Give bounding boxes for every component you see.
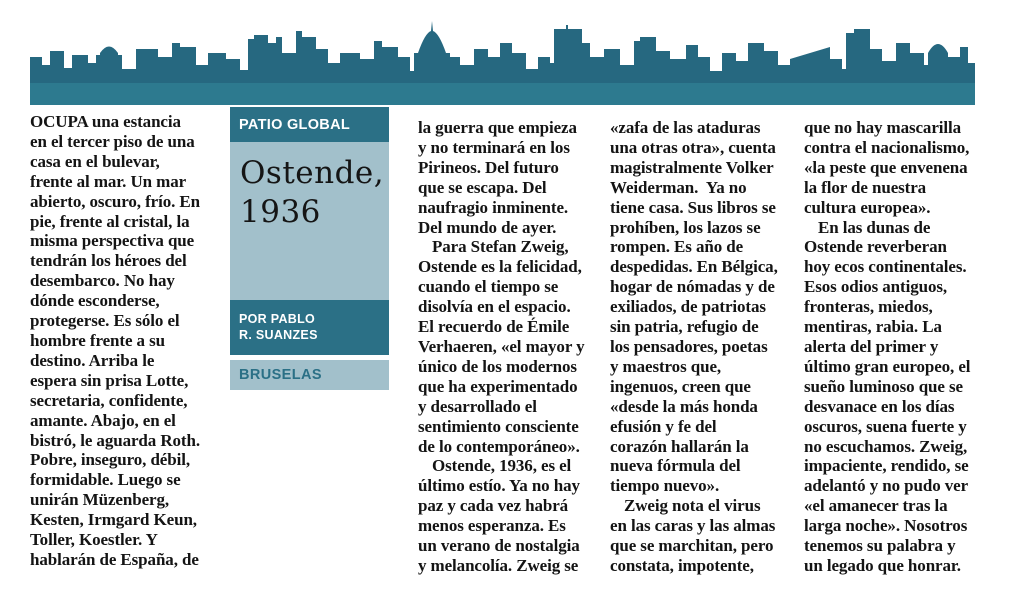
article-text-line: prohíben, los lazos se [610,217,761,237]
article-text-line: la guerra que empieza [418,118,577,137]
article-text-line: que no hay mascarilla [804,118,962,137]
article-text-line: Zweig nota el virus [624,496,761,516]
article-text-line: Ostende es la felicidad, [418,257,582,277]
article-text-line: Weiderman. Ya no [610,177,747,197]
city-skyline-graphic [30,13,975,105]
article-text-line: disolvía en el espacio. [418,297,571,317]
article-text-line: último gran europeo, el [804,356,971,376]
article-text-line: hablarán de España, de [30,549,199,569]
article-text-line: y desarrollado el [418,396,537,416]
article-text-line: tendrán los héroes del [30,251,187,271]
article-text-line: sueño luminoso que se [804,376,963,396]
article-text-line: exiliados, de patriotas [610,297,766,317]
article-column-4 [804,118,994,576]
article-text-line: corazón hallarán la [610,436,749,456]
article-text-line: Para Stefan Zweig, [432,237,569,257]
article-text-line: formidable. Luego se [30,470,181,490]
article-text-line: pie, frente al cristal, la [30,211,190,231]
article-text-line: en el tercer piso de una [30,131,195,151]
article-text-line: Ostende, 1936, es el [432,456,572,476]
article-text-line: desembarco. No hay [30,271,175,291]
section-kicker: PATIO GLOBAL [230,107,389,142]
article-text-line: mentiras, rabia. La [804,317,942,337]
article-text-line: «el amanecer tras la [804,496,948,516]
article-text-line: tiempo nuevo». [610,476,720,496]
skyline-silhouette [30,21,975,83]
article-text-line: y no terminará en los [418,137,570,157]
article-text-line: espera sin prisa Lotte, [30,370,189,390]
article-text-line: Del mundo de ayer. [418,217,557,237]
article-text-line: casa en el bulevar, [30,151,160,171]
article-text-line: paz y cada vez habrá [418,496,569,516]
article-text-line: una otras otra», cuenta [610,137,776,157]
byline-line-1: POR PABLO [239,312,316,326]
article-text-line: fronteras, miedos, [804,297,933,317]
article-text-line: secretaria, confidente, [30,390,188,410]
article-text-line: misma perspectiva que [30,231,195,251]
article-text-line: tiene casa. Sus libros se [610,197,776,217]
article-text-line: impaciente, rendido, se [804,456,969,476]
article-text-line: los pensadores, poetas [610,336,768,356]
article-text-line: de lo contemporáneo». [418,436,580,456]
article-text-line: ingenuos, creen que [610,376,751,396]
article-text-line: Toller, Koestler. Y [30,530,158,550]
article-text-line: amante. Abajo, en el [30,410,176,430]
article-text-line: abierto, oscuro, frío. En [30,191,201,211]
article-title: Ostende, 1936 [230,142,389,300]
article-text-line: en las caras y las almas [610,516,776,536]
article-text-line: oscuros, suena fuerte y [804,416,967,436]
article-text-line: desvanace en los días [804,396,955,416]
feature-box [230,107,389,390]
article-text-line: Pobre, inseguro, débil, [30,450,191,470]
article-text-line: la flor de nuestra [804,177,927,197]
article-text-line: que se marchitan, pero [610,536,774,556]
article-text-line: Esos odios antiguos, [804,277,948,297]
article-text-line: Kesten, Irmgard Keun, [30,510,197,530]
article-text-line: «zafa de las ataduras [610,118,761,137]
dateline-location: BRUSELAS [230,360,389,390]
article-text-line: frente al mar. Un mar [30,171,187,191]
article-text-line: OCUPA una estancia [30,112,181,131]
article-text-line: nueva fórmula del [610,456,741,476]
article-text-line: constata, impotente, [610,555,754,575]
article-text-line: unirán Müzenberg, [30,490,170,510]
article-text-line: Verhaeren, «el mayor y [418,336,585,356]
article-text-line: «la peste que envenena [804,157,968,177]
article-text-line: que ha experimentado [418,376,578,396]
article-text-line: cultura europea». [804,197,931,217]
article-text-line: despedidas. En Bélgica, [610,257,778,277]
article-column-2 [418,118,608,576]
article-text-line: adelantó y no pudo ver [804,476,969,496]
article-text-line: Ostende reverberan [804,237,947,257]
article-text-line: no escuchamos. Zweig, [804,436,968,456]
article-text-line: hombre frente a su [30,330,165,350]
article-text-line: hogar de nómadas y de [610,277,775,297]
article-text-line: contra el nacionalismo, [804,137,970,157]
article-text-line: magistralmente Volker [610,157,774,177]
article-text-line: y maestros que, [610,356,722,376]
article-text-line: bistró, le aguarda Roth. [30,430,200,450]
article-text-line: cuando el tiempo se [418,277,559,297]
article-text-line: y melancolía. Zweig se [418,555,579,575]
article-text-line: «desde la más honda [610,396,758,416]
article-text-line: sentimiento consciente [418,416,579,436]
article-text-line: un legado que honrar. [804,555,961,575]
article-text-line: El recuerdo de Émile [418,317,570,337]
byline-line-2: R. SUANZES [239,328,318,342]
article-text-line: último estío. Ya no hay [418,476,580,496]
article-text-line: un verano de nostalgia [418,536,580,556]
article-text-line: Pirineos. Del futuro [418,157,559,177]
article-text-line: alerta del primer y [804,336,939,356]
article-text-line: sin patria, refugio de [610,317,759,337]
article-text-line: dónde esconderse, [30,291,160,311]
article-column-1 [30,112,220,570]
article-text-line: efusión y fe del [610,416,717,436]
article-text-line: hoy ecos continentales. [804,257,967,277]
article-text-line: naufragio inminente. [418,197,569,217]
article-text-line: menos esperanza. Es [418,516,566,536]
byline [230,300,389,355]
article-text-line: En las dunas de [818,217,931,237]
article-text-line: que se escapa. Del [418,177,547,197]
article-text-line: larga noche». Nosotros [804,516,968,536]
article-text-line: rompen. Es año de [610,237,744,257]
article-text-line: protegerse. Es sólo el [30,311,180,331]
article-text-line: único de los modernos [418,356,577,376]
article-text-line: destino. Arriba le [30,350,155,370]
article-text-line: tenemos su palabra y [804,536,956,556]
article-column-3 [610,118,800,576]
